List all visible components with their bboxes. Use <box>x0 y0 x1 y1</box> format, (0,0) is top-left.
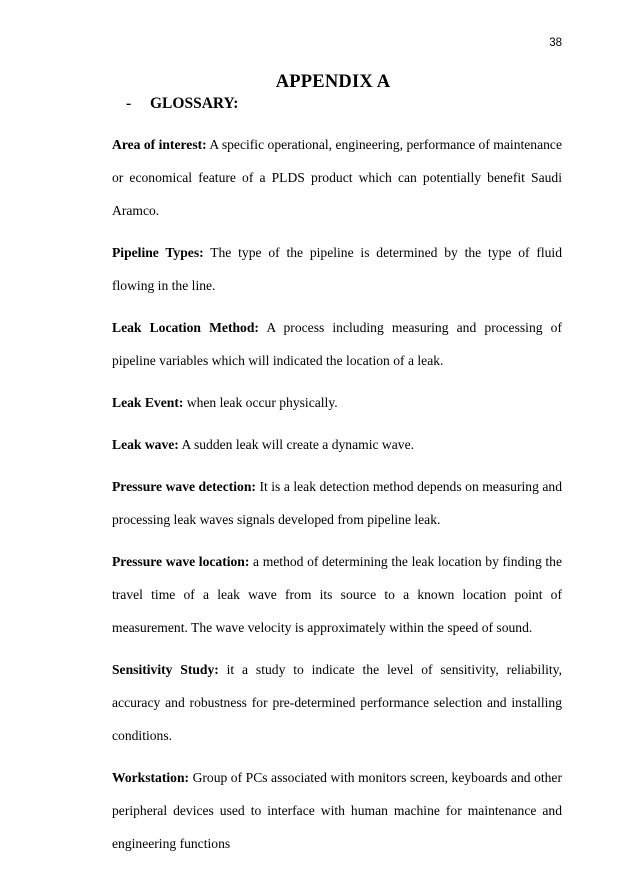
glossary-heading <box>126 95 238 113</box>
glossary-entry-pressure-wave-detection <box>112 470 562 536</box>
glossary-definition: it a study to indicate the level of sensitivity, reliability, accuracy and robustness for pre-determined performance selection and installing conditions. <box>112 662 562 743</box>
glossary-entry-workstation <box>112 761 562 860</box>
glossary-definition: A process including measuring and processing of pipeline variables which will indicated the location of a leak. <box>112 320 562 368</box>
glossary-term: Workstation: <box>112 770 190 785</box>
glossary-term: Pressure wave location: <box>112 554 250 569</box>
glossary-term: Pipeline Types: <box>112 245 204 260</box>
heading-dash: - <box>126 95 132 112</box>
appendix-title: APPENDIX A <box>275 72 391 92</box>
page-number: 38 <box>549 37 562 49</box>
glossary-entry-leak-wave <box>112 428 562 461</box>
glossary-entry-sensitivity-study <box>112 653 562 752</box>
glossary-entry-area-of-interest <box>112 128 562 227</box>
glossary-definition: The type of the pipeline is determined by the type of fluid flowing in the line. <box>112 245 562 293</box>
glossary-entry-leak-location-method <box>112 311 562 377</box>
glossary-term: Leak Event: <box>112 395 184 410</box>
glossary-term: Sensitivity Study: <box>112 662 219 677</box>
glossary-definition: Group of PCs associated with monitors screen, keyboards and other peripheral devices used to interface with human machine for maintenance and engineering functions <box>112 770 562 851</box>
glossary-entry-pressure-wave-location <box>112 545 562 644</box>
glossary-definition: when leak occur physically. <box>186 395 338 410</box>
glossary-definition: It is a leak detection method depends on measuring and processing leak waves signals developed from pipeline leak. <box>112 479 562 527</box>
glossary-term: Leak Location Method: <box>112 320 259 335</box>
glossary-list <box>112 128 562 869</box>
glossary-term: Pressure wave detection: <box>112 479 256 494</box>
glossary-term: Leak wave: <box>112 437 179 452</box>
glossary-definition: A sudden leak will create a dynamic wave. <box>181 437 414 452</box>
glossary-definition: A specific operational, engineering, performance of maintenance or economical feature of a PLDS product which can potentially benefit Saudi Aramco. <box>112 137 562 218</box>
glossary-term: Area of interest: <box>112 137 207 152</box>
glossary-heading-label: GLOSSARY: <box>150 95 239 112</box>
glossary-definition: a method of determining the leak location by finding the travel time of a leak wave from its source to a known location point of measurement. The wave velocity is approximately within the speed of sound. <box>112 554 563 635</box>
glossary-entry-pipeline-types <box>112 236 562 302</box>
glossary-entry-leak-event <box>112 386 562 419</box>
